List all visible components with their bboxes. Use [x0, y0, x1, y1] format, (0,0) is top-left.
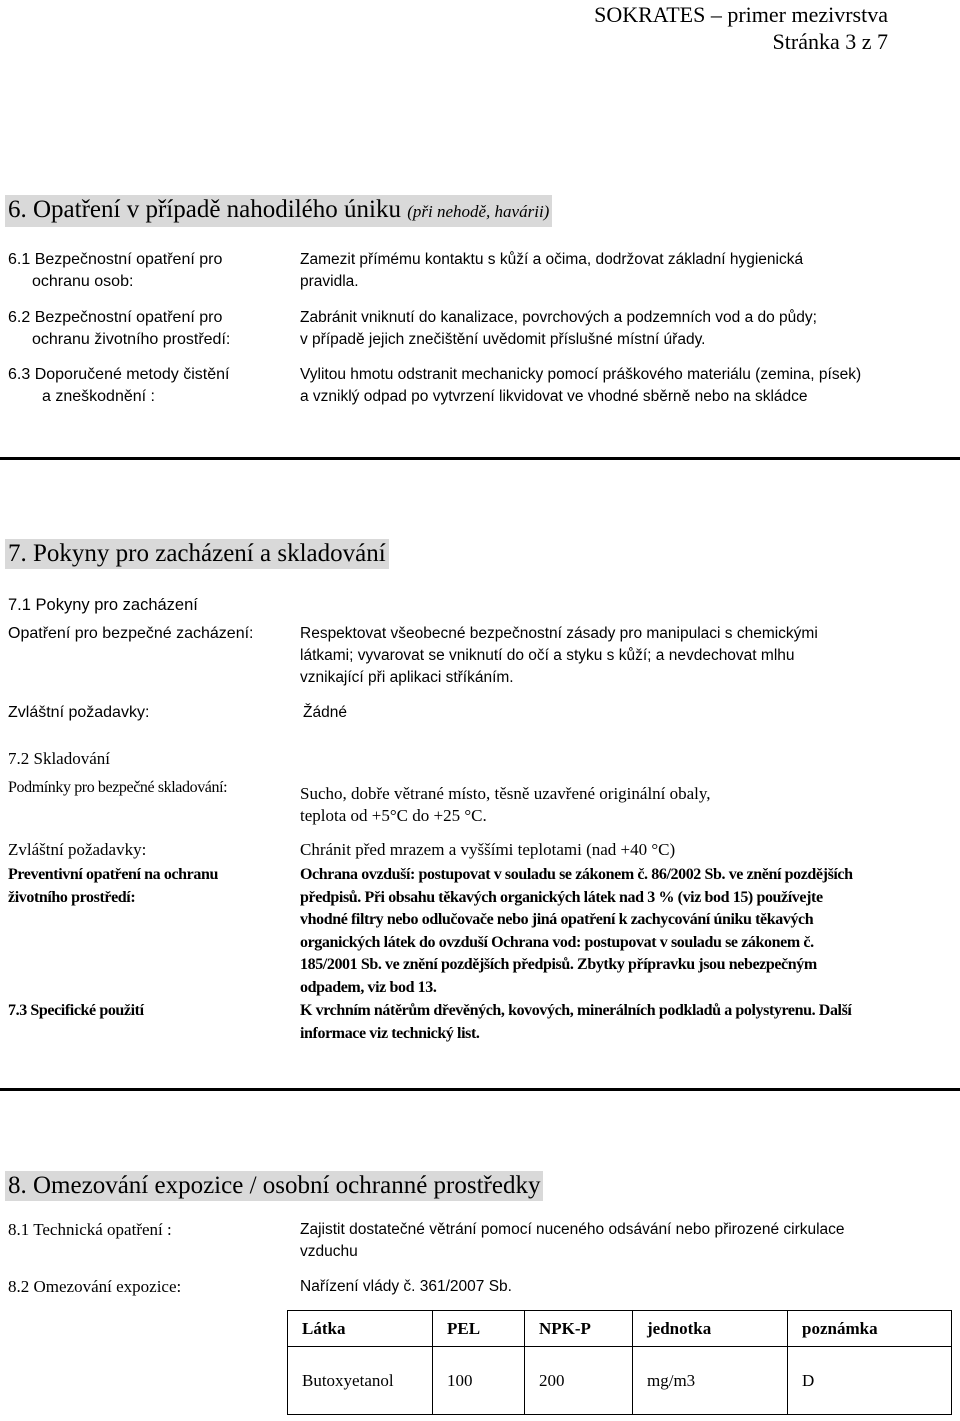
table-header-cell: jednotka — [633, 1311, 788, 1347]
technical-measures-text — [300, 1219, 845, 1263]
table-header-cell: PEL — [433, 1311, 525, 1347]
env-line: organických látek do ovzduší Ochrana vod: postupovat v souladu se zákonem č. — [300, 933, 814, 951]
specific-use-label: 7.3 Specifické použití — [8, 1002, 144, 1019]
item-6-2-label-line: ochranu životního prostředí: — [32, 331, 231, 348]
specific-use-line: K vrchním nátěrům dřevěných, kovových, minerálních podkladů a polystyrenu. Další — [300, 1002, 852, 1019]
safe-handling-label: Opatření pro bezpečné zacházení: — [8, 625, 254, 642]
storage-text — [300, 783, 711, 827]
table-cell: Butoxyetanol — [288, 1347, 433, 1415]
section-6-heading — [5, 195, 552, 227]
special-requirements-label-1: Zvláštní požadavky: — [8, 704, 150, 721]
section-6-title: 6. Opatření v případě nahodilého úniku — [8, 196, 401, 223]
storage-label: Podmínky pro bezpečné skladování: — [8, 779, 228, 796]
safe-handling-text — [300, 623, 818, 689]
safe-handling-line: Respektovat všeobecné bezpečnostní zásady pro manipulaci s chemickými — [300, 625, 818, 642]
item-6-1-text-line: Zamezit přímému kontaktu s kůží a očima, dodržovat základní hygienická — [300, 251, 804, 268]
special-requirements-value-1: Žádné — [303, 704, 347, 721]
item-6-1-label-line: 6.1 Bezpečnostní opatření pro — [8, 251, 223, 268]
env-text — [300, 864, 853, 999]
item-6-3-label — [8, 364, 229, 408]
technical-measures-line: Zajistit dostatečné větrání pomocí nuceného odsávání nebo přirozené cirkulace — [300, 1221, 845, 1238]
table-header-cell: Látka — [288, 1311, 433, 1347]
section-7-heading: 7. Pokyny pro zacházení a skladování — [5, 539, 389, 569]
item-6-3-text — [300, 364, 861, 408]
technical-measures-label: 8.1 Technická opatření : — [8, 1220, 172, 1239]
special-requirements-label-2: Zvláštní požadavky: — [8, 840, 147, 859]
item-6-3-text-line: Vylitou hmotu odstranit mechanicky pomocí práškového materiálu (zemina, písek) — [300, 366, 862, 383]
item-6-3-label-line: a zneškodnění : — [42, 388, 155, 405]
item-6-2-text-line: v případě jejich znečištění uvědomit příslušné místní úřady. — [300, 331, 706, 348]
env-line: Ochrana ovzduší: postupovat v souladu se zákonem č. 86/2002 Sb. ve znění pozdějších — [300, 866, 853, 883]
exposure-limits-table — [287, 1310, 952, 1415]
table-cell: 100 — [433, 1347, 525, 1415]
technical-measures-line: vzduchu — [300, 1243, 358, 1260]
item-6-2-label — [8, 307, 230, 351]
item-6-1-text — [300, 249, 803, 293]
specific-use-line: informace viz technický list. — [300, 1024, 480, 1042]
storage-line: Sucho, dobře větrané místo, těsně uzavřené originální obaly, — [300, 784, 711, 803]
special-requirements-value-2: Chránit před mrazem a vyššími teplotami (nad +40 °C) — [300, 840, 676, 859]
item-6-1-label-line: ochranu osob: — [32, 273, 134, 290]
sub-7-2-heading: 7.2 Skladování — [8, 749, 110, 768]
table-header-cell: poznámka — [788, 1311, 952, 1347]
item-6-1-label — [8, 249, 222, 293]
table-cell: mg/m3 — [633, 1347, 788, 1415]
exposure-control-label: 8.2 Omezování expozice: — [8, 1277, 182, 1296]
item-6-2-text — [300, 307, 817, 351]
item-6-3-label-line: 6.3 Doporučené metody čistění — [8, 366, 230, 383]
env-label-line: Preventivní opatření na ochranu — [8, 866, 218, 883]
env-line: vhodné filtry nebo odlučovače nebo jiná opatření k zachycování úniku těkavých — [300, 911, 814, 928]
specific-use-text — [300, 1000, 851, 1045]
section-8-heading: 8. Omezování expozice / osobní ochranné prostředky — [5, 1171, 543, 1201]
item-6-3-text-line: a vzniklý odpad po vytvrzení likvidovat ve vhodné sběrně nebo na skládce — [300, 388, 808, 405]
sub-7-1-heading: 7.1 Pokyny pro zacházení — [8, 596, 198, 614]
section-6-note: (při nehodě, havárii) — [407, 202, 550, 221]
safe-handling-line: látkami; vyvarovat se vniknutí do očí a styku s kůží; a nevdechovat mlhu — [300, 647, 795, 664]
env-label — [8, 864, 218, 909]
table-row — [288, 1347, 952, 1415]
exposure-control-value: Nařízení vlády č. 361/2007 Sb. — [300, 1278, 512, 1295]
item-6-2-text-line: Zabránit vniknutí do kanalizace, povrchových a podzemních vod a do půdy; — [300, 309, 817, 326]
doc-header-title: SOKRATES – primer mezivrstva — [594, 2, 888, 27]
storage-line: teplota od +5°C do +25 °C. — [300, 806, 487, 825]
env-line: odpadem, viz bod 13. — [300, 978, 437, 996]
safe-handling-line: vznikající při aplikaci stříkáním. — [300, 669, 514, 686]
table-cell: 200 — [525, 1347, 633, 1415]
item-6-1-text-line: pravidla. — [300, 273, 359, 290]
env-line: předpisů. Při obsahu těkavých organických látek nad 3 % (viz bod 15) používejte — [300, 888, 823, 906]
env-line: 185/2001 Sb. ve znění pozdějších předpisů. Zbytky přípravku jsou nebezpečným — [300, 956, 817, 973]
env-label-line: životního prostředí: — [8, 888, 136, 906]
table-header-cell: NPK-P — [525, 1311, 633, 1347]
doc-header-page: Stránka 3 z 7 — [772, 29, 888, 54]
item-6-2-label-line: 6.2 Bezpečnostní opatření pro — [8, 309, 223, 326]
table-header-row — [288, 1311, 952, 1347]
section-divider — [0, 457, 960, 460]
section-divider — [0, 1088, 960, 1091]
table-cell: D — [788, 1347, 952, 1415]
